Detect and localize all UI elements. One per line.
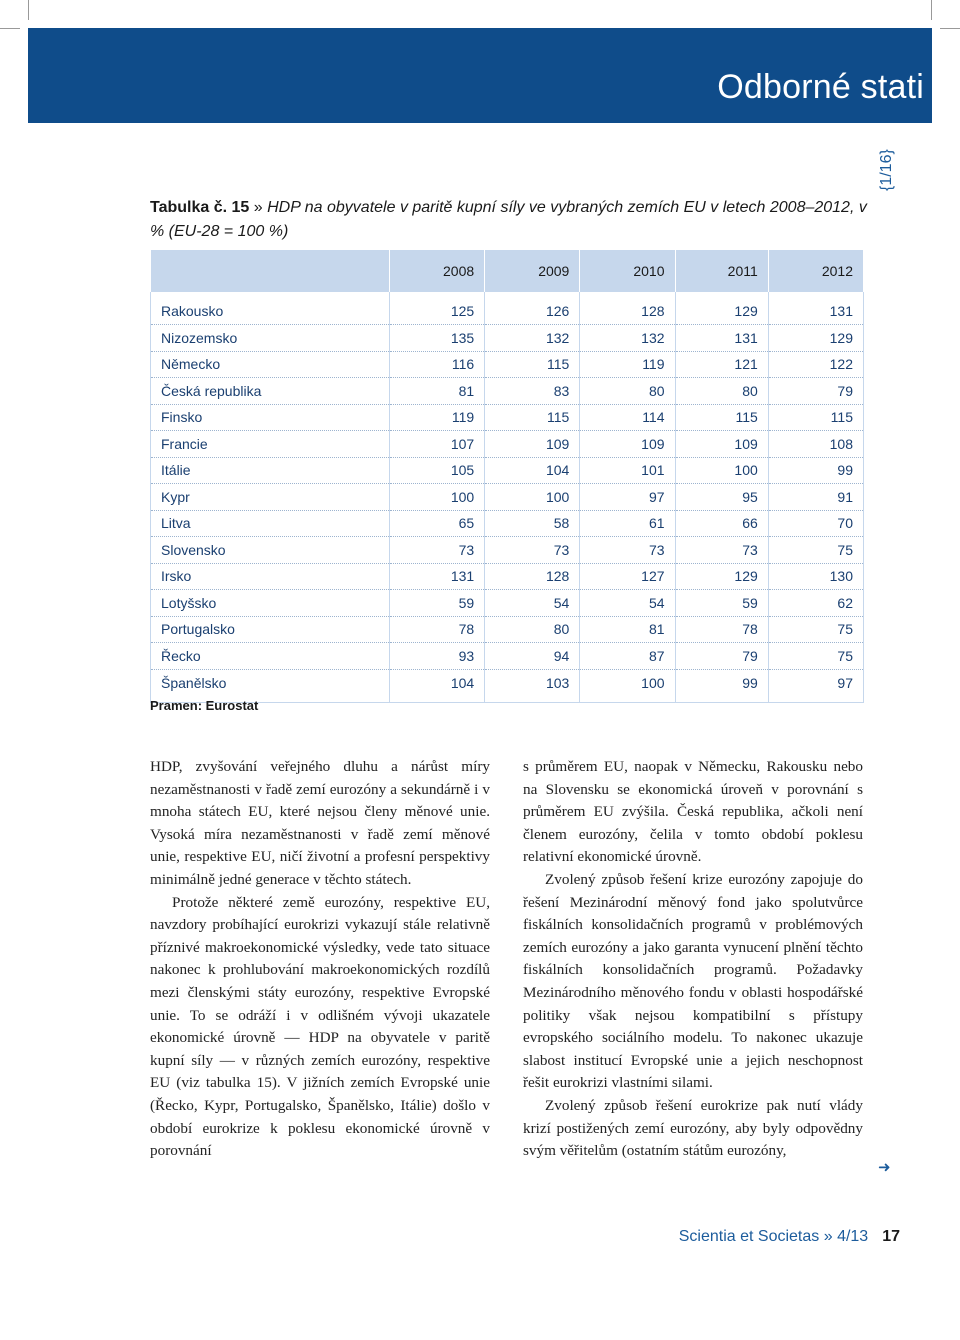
table-cell-value: 62 (768, 590, 863, 617)
crop-mark (931, 0, 932, 20)
table-cell-country: Itálie (151, 457, 390, 484)
table-cell-country: Řecko (151, 643, 390, 670)
table-cell-value: 80 (485, 616, 580, 643)
table-row (151, 616, 864, 643)
table-cell-value: 97 (580, 484, 675, 511)
table-cell-value: 75 (768, 616, 863, 643)
table-cell-value: 73 (390, 537, 485, 564)
table-row (151, 404, 864, 431)
table-body (151, 292, 864, 702)
table-cell-value: 75 (768, 537, 863, 564)
table-cell-value: 109 (580, 431, 675, 458)
table-cell-value: 131 (390, 563, 485, 590)
table-cell-value: 101 (580, 457, 675, 484)
table-header-year: 2012 (768, 250, 863, 292)
table-row (151, 484, 864, 511)
table-cell-country: Litva (151, 510, 390, 537)
table-cell-value: 80 (580, 378, 675, 405)
table-cell-value: 119 (580, 351, 675, 378)
body-paragraph: Zvolený způsob řešení eurokrize pak nutí vlády krizí postižených zemí eurozóny, aby byly odpovědny svým věřitelům (ostatním státům eurozóny, (523, 1096, 863, 1160)
table-cell-country: Španělsko (151, 669, 390, 702)
table-cell-value: 131 (768, 292, 863, 325)
table-row (151, 325, 864, 352)
table-cell-value: 54 (580, 590, 675, 617)
table-cell-value: 128 (485, 563, 580, 590)
page-indicator: {1/16} (878, 149, 895, 191)
table-row (151, 537, 864, 564)
table-cell-country: Německo (151, 351, 390, 378)
table-cell-value: 119 (390, 404, 485, 431)
table-header-country (151, 250, 390, 292)
table-cell-value: 132 (580, 325, 675, 352)
table-header-row (151, 250, 864, 292)
table-cell-value: 126 (485, 292, 580, 325)
table-cell-value: 73 (485, 537, 580, 564)
table-cell-value: 116 (390, 351, 485, 378)
table-cell-country: Irsko (151, 563, 390, 590)
table-row (151, 457, 864, 484)
crop-mark (0, 28, 20, 29)
caption-label: Tabulka č. 15 (150, 199, 250, 216)
journal-name: Scientia et Societas » 4/13 (678, 1228, 869, 1245)
table-caption (150, 196, 880, 244)
body-paragraph: Protože některé země eurozóny, respektive EU, navzdory probíhající eurokrizi vykazují stále relativně příznivé makroekonomické výsledky, vede tato situace nakonec k prohlubování makroekonomických rozdílů mezi členskými státy eurozóny, respektive Evropské unie. To se odráží i v odlišném vývoji ukazatele ekonomické úrovně — HDP na obyvatele v paritě kupní síly — v různých zemích eurozóny, respektive EU (viz tabulka 15). V jižních zemích Evropské unie (Řecko, Kypr, Portugalsko, Španělsko, Itálie) došlo v období eurokrize k poklesu ekonomické úrovně v porovnání (150, 893, 490, 1160)
table-cell-value: 94 (485, 643, 580, 670)
table-cell-value: 100 (580, 669, 675, 702)
table-cell-value: 59 (390, 590, 485, 617)
gdp-table (150, 250, 864, 703)
table-cell-value: 95 (675, 484, 768, 511)
table-row (151, 643, 864, 670)
table-cell-country: Rakousko (151, 292, 390, 325)
table-cell-value: 135 (390, 325, 485, 352)
table-cell-value: 75 (768, 643, 863, 670)
table-cell-value: 129 (768, 325, 863, 352)
table-cell-country: Česká republika (151, 378, 390, 405)
table-cell-value: 104 (485, 457, 580, 484)
table-cell-value: 104 (390, 669, 485, 702)
table-cell-value: 87 (580, 643, 675, 670)
table-cell-country: Lotyšsko (151, 590, 390, 617)
table-cell-value: 128 (580, 292, 675, 325)
table-cell-value: 115 (485, 404, 580, 431)
table-row (151, 510, 864, 537)
table-cell-value: 131 (675, 325, 768, 352)
table-row (151, 378, 864, 405)
table-cell-value: 78 (390, 616, 485, 643)
right-arrow-icon: ➜ (878, 1159, 891, 1176)
crop-mark (28, 0, 29, 20)
table-cell-value: 100 (485, 484, 580, 511)
table-cell-value: 97 (768, 669, 863, 702)
body-paragraph: s průměrem EU, naopak v Německu, Rakousku nebo na Slovensku se ekonomická úroveň v porovnání s průměrem EU zvýšila. Česká republika, ačkoli není členem eurozóny, čelila v tomto období poklesu relativní ekonomické úrovně. (523, 758, 863, 866)
table-header-year: 2011 (675, 250, 768, 292)
table-cell-value: 125 (390, 292, 485, 325)
table-cell-value: 65 (390, 510, 485, 537)
table-cell-value: 99 (675, 669, 768, 702)
table-cell-value: 81 (580, 616, 675, 643)
table-cell-value: 109 (485, 431, 580, 458)
footer (679, 1228, 900, 1246)
table-cell-value: 58 (485, 510, 580, 537)
table-cell-country: Nizozemsko (151, 325, 390, 352)
table-cell-value: 108 (768, 431, 863, 458)
table-cell-value: 61 (580, 510, 675, 537)
table-cell-country: Slovensko (151, 537, 390, 564)
table-header-year: 2009 (485, 250, 580, 292)
page-number: 17 (882, 1228, 900, 1245)
table-cell-country: Kypr (151, 484, 390, 511)
table-cell-value: 81 (390, 378, 485, 405)
table-cell-value: 122 (768, 351, 863, 378)
table-cell-value: 66 (675, 510, 768, 537)
table-cell-value: 132 (485, 325, 580, 352)
table-cell-value: 59 (675, 590, 768, 617)
caption-separator: » (253, 199, 263, 216)
table-cell-country: Finsko (151, 404, 390, 431)
table-cell-value: 115 (485, 351, 580, 378)
crop-mark (940, 28, 960, 29)
table-cell-value: 83 (485, 378, 580, 405)
table-cell-value: 115 (768, 404, 863, 431)
caption-text: HDP na obyvatele v paritě kupní síly ve vybraných zemích EU v letech 2008–2012, v % (EU-28 = 100 %) (150, 199, 867, 240)
table-cell-value: 114 (580, 404, 675, 431)
table-cell-value: 129 (675, 292, 768, 325)
table-row (151, 292, 864, 325)
table-row (151, 431, 864, 458)
table-cell-value: 107 (390, 431, 485, 458)
table-cell-value: 80 (675, 378, 768, 405)
text-column-right (523, 756, 863, 1163)
table-cell-value: 99 (768, 457, 863, 484)
table-cell-country: Francie (151, 431, 390, 458)
table-cell-value: 100 (390, 484, 485, 511)
table-cell-value: 54 (485, 590, 580, 617)
text-column-left (150, 756, 490, 1163)
table-cell-value: 79 (768, 378, 863, 405)
table-row (151, 590, 864, 617)
table-header-year: 2008 (390, 250, 485, 292)
table-cell-value: 127 (580, 563, 675, 590)
body-paragraph: HDP, zvyšování veřejného dluhu a nárůst míry nezaměstnanosti v řadě zemí eurozóny a sekundárně i v mnoha státech EU, které nejsou členy měnové unie. Vysoká míra nezaměstnanosti v řadě zemí měnové unie, respektive EU, ničí životní a profesní perspektivy minimálně jedné generace v těchto státech. (150, 758, 490, 888)
table-cell-value: 121 (675, 351, 768, 378)
table-cell-value: 73 (580, 537, 675, 564)
table-cell-country: Portugalsko (151, 616, 390, 643)
table-cell-value: 115 (675, 404, 768, 431)
table-cell-value: 130 (768, 563, 863, 590)
table-header-year: 2010 (580, 250, 675, 292)
table-cell-value: 100 (675, 457, 768, 484)
section-title: Odborné stati (717, 68, 924, 106)
table-row (151, 563, 864, 590)
table-cell-value: 73 (675, 537, 768, 564)
table-cell-value: 129 (675, 563, 768, 590)
table-cell-value: 79 (675, 643, 768, 670)
body-paragraph: Zvolený způsob řešení krize eurozóny zapojuje do řešení Mezinárodní měnový fond jako spolutvůrce fiskálních konsolidačních programů v problémových zemích eurozóny a jako garanta vynucení plnění těchto fiskálních konsolidačních programů. Požadavky Mezinárodního měnového fondu v oblasti hospodářské politiky však nejsou kompatibilní s přístupy evropského sociálního modelu. To nakonec ukazuje slabost institucí Evropské unie a jejich neschopnost řešit eurokrizi vlastními silami. (523, 870, 863, 1092)
table-row (151, 351, 864, 378)
table-cell-value: 109 (675, 431, 768, 458)
table-cell-value: 93 (390, 643, 485, 670)
table-cell-value: 78 (675, 616, 768, 643)
table-cell-value: 70 (768, 510, 863, 537)
source-note: Pramen: Eurostat (150, 698, 259, 713)
table-cell-value: 105 (390, 457, 485, 484)
table-cell-value: 103 (485, 669, 580, 702)
table-cell-value: 91 (768, 484, 863, 511)
